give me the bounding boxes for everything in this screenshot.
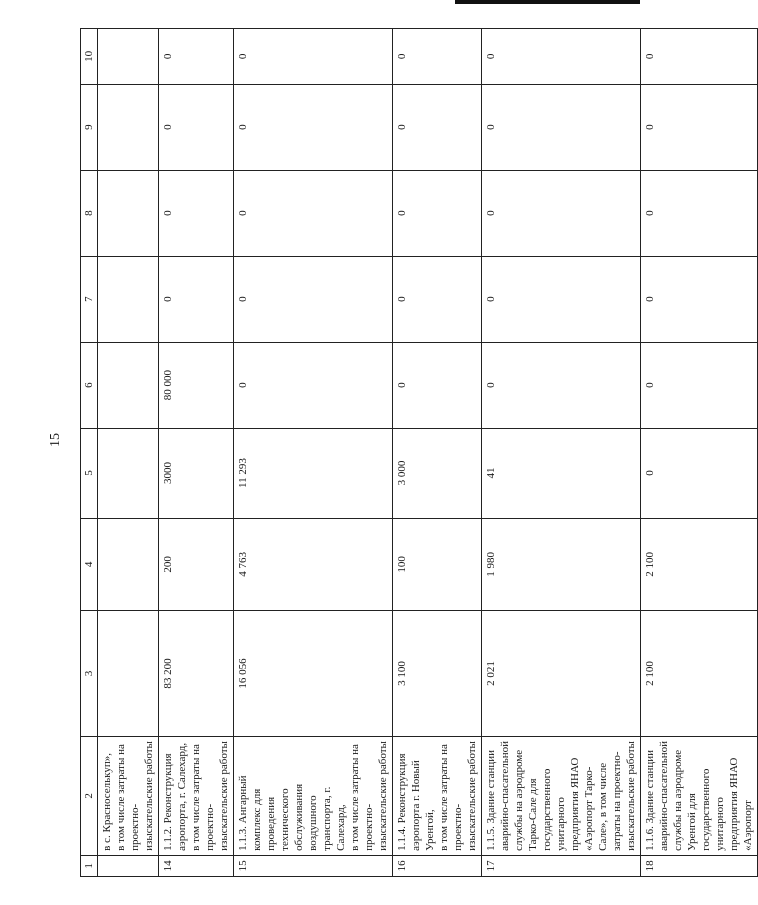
row-number: 15 (234, 855, 393, 876)
table-row (393, 29, 482, 877)
header-cell: 1 (81, 855, 98, 876)
header-cell: 3 (81, 611, 98, 737)
table-row (482, 29, 641, 877)
header-cell: 9 (81, 84, 98, 170)
value-cell: 0 (234, 29, 393, 85)
header-cell: 4 (81, 518, 98, 611)
value-cell (98, 518, 159, 611)
value-cell: 0 (393, 29, 482, 85)
header-cell: 6 (81, 342, 98, 428)
table-row (234, 29, 393, 877)
table-row (98, 29, 159, 877)
value-cell: 0 (159, 256, 234, 342)
value-cell: 0 (393, 170, 482, 256)
header-cell: 2 (81, 736, 98, 855)
value-cell (98, 342, 159, 428)
row-number: 18 (641, 855, 758, 876)
table-row (641, 29, 758, 877)
value-cell: 0 (641, 428, 758, 518)
header-cell: 10 (81, 29, 98, 85)
value-cell: 0 (393, 256, 482, 342)
value-cell: 0 (482, 256, 641, 342)
value-cell: 0 (234, 342, 393, 428)
row-number: 16 (393, 855, 482, 876)
value-cell: 200 (159, 518, 234, 611)
value-cell: 1 980 (482, 518, 641, 611)
value-cell: 11 293 (234, 428, 393, 518)
item-name: 1.1.5. Здание станции аварийно-спасательной службы на аэродроме Тарко-Сале для государственного унитарного предприятия ЯНАО «Аэропорт Тарко-Сале», в том числе затраты на проектно-изыскательские работы (482, 736, 641, 855)
value-cell: 0 (234, 256, 393, 342)
row-number (98, 855, 159, 876)
page-number: 15 (48, 433, 63, 447)
item-name: 1.1.3. Ангарный комплекс для проведения технического обслуживания воздушного транспорта, г. Салехард, в том числе затраты на проектно-изыскательские работы (234, 736, 393, 855)
value-cell: 0 (482, 84, 641, 170)
value-cell: 2 021 (482, 611, 641, 737)
value-cell (98, 428, 159, 518)
value-cell: 0 (482, 170, 641, 256)
value-cell (98, 29, 159, 85)
value-cell: 3000 (159, 428, 234, 518)
value-cell: 0 (159, 170, 234, 256)
value-cell: 0 (482, 29, 641, 85)
header-cell: 5 (81, 428, 98, 518)
value-cell (98, 611, 159, 737)
value-cell: 16 056 (234, 611, 393, 737)
value-cell: 0 (641, 84, 758, 170)
value-cell: 0 (641, 29, 758, 85)
value-cell: 0 (641, 256, 758, 342)
value-cell: 2 100 (641, 518, 758, 611)
value-cell: 0 (393, 342, 482, 428)
value-cell: 80 000 (159, 342, 234, 428)
value-cell: 83 200 (159, 611, 234, 737)
header-row (81, 29, 98, 877)
item-name: 1.1.4. Реконструкция аэропорта г. Новый Уренгой, в том числе затраты на проектно-изыскательские работы (393, 736, 482, 855)
value-cell: 0 (393, 84, 482, 170)
value-cell: 3 100 (393, 611, 482, 737)
value-cell: 0 (234, 170, 393, 256)
value-cell: 100 (393, 518, 482, 611)
value-cell: 0 (234, 84, 393, 170)
value-cell: 3 000 (393, 428, 482, 518)
value-cell: 0 (159, 29, 234, 85)
item-name: 1.1.6. Здание станции аварийно-спасательной службы на аэродроме Уренгой для государственного унитарного предприятия ЯНАО «Аэропорт (641, 736, 758, 855)
row-number: 14 (159, 855, 234, 876)
value-cell: 4 763 (234, 518, 393, 611)
header-cell: 8 (81, 170, 98, 256)
value-cell: 0 (641, 170, 758, 256)
corner-mark (455, 0, 640, 4)
value-cell (98, 84, 159, 170)
value-cell (98, 256, 159, 342)
header-cell: 7 (81, 256, 98, 342)
item-name: 1.1.2. Реконструкция аэропорта, г. Салехард, в том числе затраты на проектно-изыскательские работы (159, 736, 234, 855)
value-cell: 2 100 (641, 611, 758, 737)
value-cell: 0 (482, 342, 641, 428)
table-container (80, 28, 754, 877)
item-name: в с. Красноселькуп», в том числе затраты на проектно-изыскательские работы (98, 736, 159, 855)
value-cell: 0 (641, 342, 758, 428)
row-number: 17 (482, 855, 641, 876)
value-cell: 0 (159, 84, 234, 170)
value-cell: 41 (482, 428, 641, 518)
budget-table (80, 28, 758, 877)
value-cell (98, 170, 159, 256)
table-row (159, 29, 234, 877)
